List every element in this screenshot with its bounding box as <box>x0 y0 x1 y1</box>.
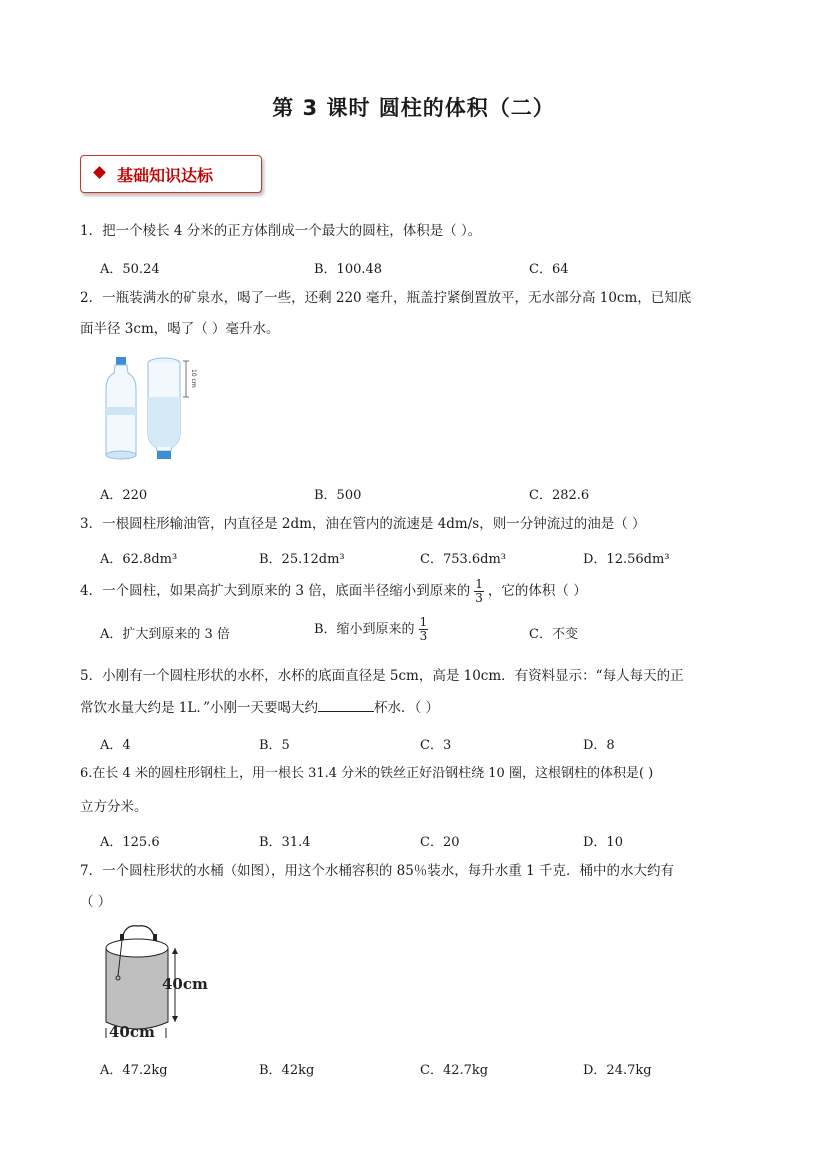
bottle-figure <box>100 355 210 465</box>
q6-option-b[interactable]: B．31.4 <box>259 835 311 850</box>
q4-option-b[interactable]: B．缩小到原来的 $\frac{1}{3}$ <box>314 615 428 643</box>
question-4: 4．一个圆柱，如果高扩大到原来的 3 倍，底面半径缩小到原来的 $\frac{1}{3}$ ，它的体积（ ） <box>80 577 587 605</box>
question-6-line-1: 6.在长 4 米的圆柱形钢柱上，用一根长 31.4 分米的铁丝正好沿钢柱绕 10 圈，这根钢柱的体积是( ) <box>80 766 654 781</box>
question-5-line-1: 5．小刚有一个圆柱形状的水杯，水杯的底面直径是 5cm，高是 10cm．有资料显示：“每人每天的正 <box>80 668 684 684</box>
q6-option-c[interactable]: C．20 <box>420 835 460 850</box>
q2-option-a[interactable]: A．220 <box>100 488 148 503</box>
q2-option-b[interactable]: B．500 <box>314 488 362 503</box>
question-2-line-2: 面半径 3cm，喝了（ ）毫升水。 <box>80 321 280 337</box>
q4-option-a[interactable]: A．扩大到原来的 3 倍 <box>100 627 230 642</box>
q1-option-a[interactable]: A．50.24 <box>100 262 160 277</box>
q5-option-a[interactable]: A．4 <box>100 738 131 753</box>
q3-option-a[interactable]: A．62.8dm³ <box>100 552 178 567</box>
q7-option-d[interactable]: D．24.7kg <box>583 1063 652 1078</box>
bucket-figure <box>100 922 215 1042</box>
question-7-line-1: 7．一个圆柱形状的水桶（如图），用这个水桶容积的 85％装水，每升水重 1 千克．桶中的水大约有 <box>80 863 674 879</box>
q4-option-c[interactable]: C．不变 <box>529 627 578 642</box>
q1-option-c[interactable]: C．64 <box>529 262 569 277</box>
q5-option-b[interactable]: B．5 <box>259 738 290 753</box>
page-title: 第 3 课时 圆柱的体积（二） <box>272 96 555 120</box>
q7-option-a[interactable]: A．47.2kg <box>100 1063 168 1078</box>
q2-option-c[interactable]: C．282.6 <box>529 488 590 503</box>
question-5-line-2: 常饮水量大约是 1L．”小刚一天要喝大约 杯水．（ ） <box>80 697 439 718</box>
q1-option-b[interactable]: B．100.48 <box>314 262 383 277</box>
question-1: 1．把一个棱长 4 分米的正方体削成一个最大的圆柱，体积是（ ）。 <box>80 223 482 239</box>
bucket-width-label: 40cm <box>109 1023 155 1041</box>
question-3: 3．一根圆柱形输油管，内直径是 2dm，油在管内的流速是 4dm/s，则一分钟流过的油是（ ） <box>80 516 646 532</box>
fraction: $\frac{1}{3}$ <box>475 577 483 605</box>
section-header <box>80 155 262 193</box>
q7-option-c[interactable]: C．42.7kg <box>420 1063 489 1078</box>
q5-option-d[interactable]: D．8 <box>583 738 615 753</box>
q7-option-b[interactable]: B．42kg <box>259 1063 315 1078</box>
q5-option-c[interactable]: C．3 <box>420 738 452 753</box>
bucket-height-label: 40cm <box>162 975 208 993</box>
question-2-line-1: 2．一瓶装满水的矿泉水，喝了一些，还剩 220 毫升，瓶盖拧紧倒置放平，无水部分高 10cm，已知底 <box>80 290 692 306</box>
bottle-height-label: 10 cm <box>190 369 197 388</box>
q6-option-a[interactable]: A．125.6 <box>100 835 160 850</box>
question-6-line-2: 立方分米。 <box>80 799 148 815</box>
q3-option-b[interactable]: B．25.12dm³ <box>259 552 345 567</box>
diamond-icon <box>93 166 106 179</box>
section-label: 基础知识达标 <box>117 166 214 185</box>
q3-option-c[interactable]: C．753.6dm³ <box>420 552 507 567</box>
fraction: $\frac{1}{3}$ <box>419 615 428 643</box>
question-7-line-2: （ ） <box>80 894 112 910</box>
q6-option-d[interactable]: D．10 <box>583 835 623 850</box>
answer-blank[interactable] <box>318 697 374 712</box>
q3-option-d[interactable]: D．12.56dm³ <box>583 552 670 567</box>
